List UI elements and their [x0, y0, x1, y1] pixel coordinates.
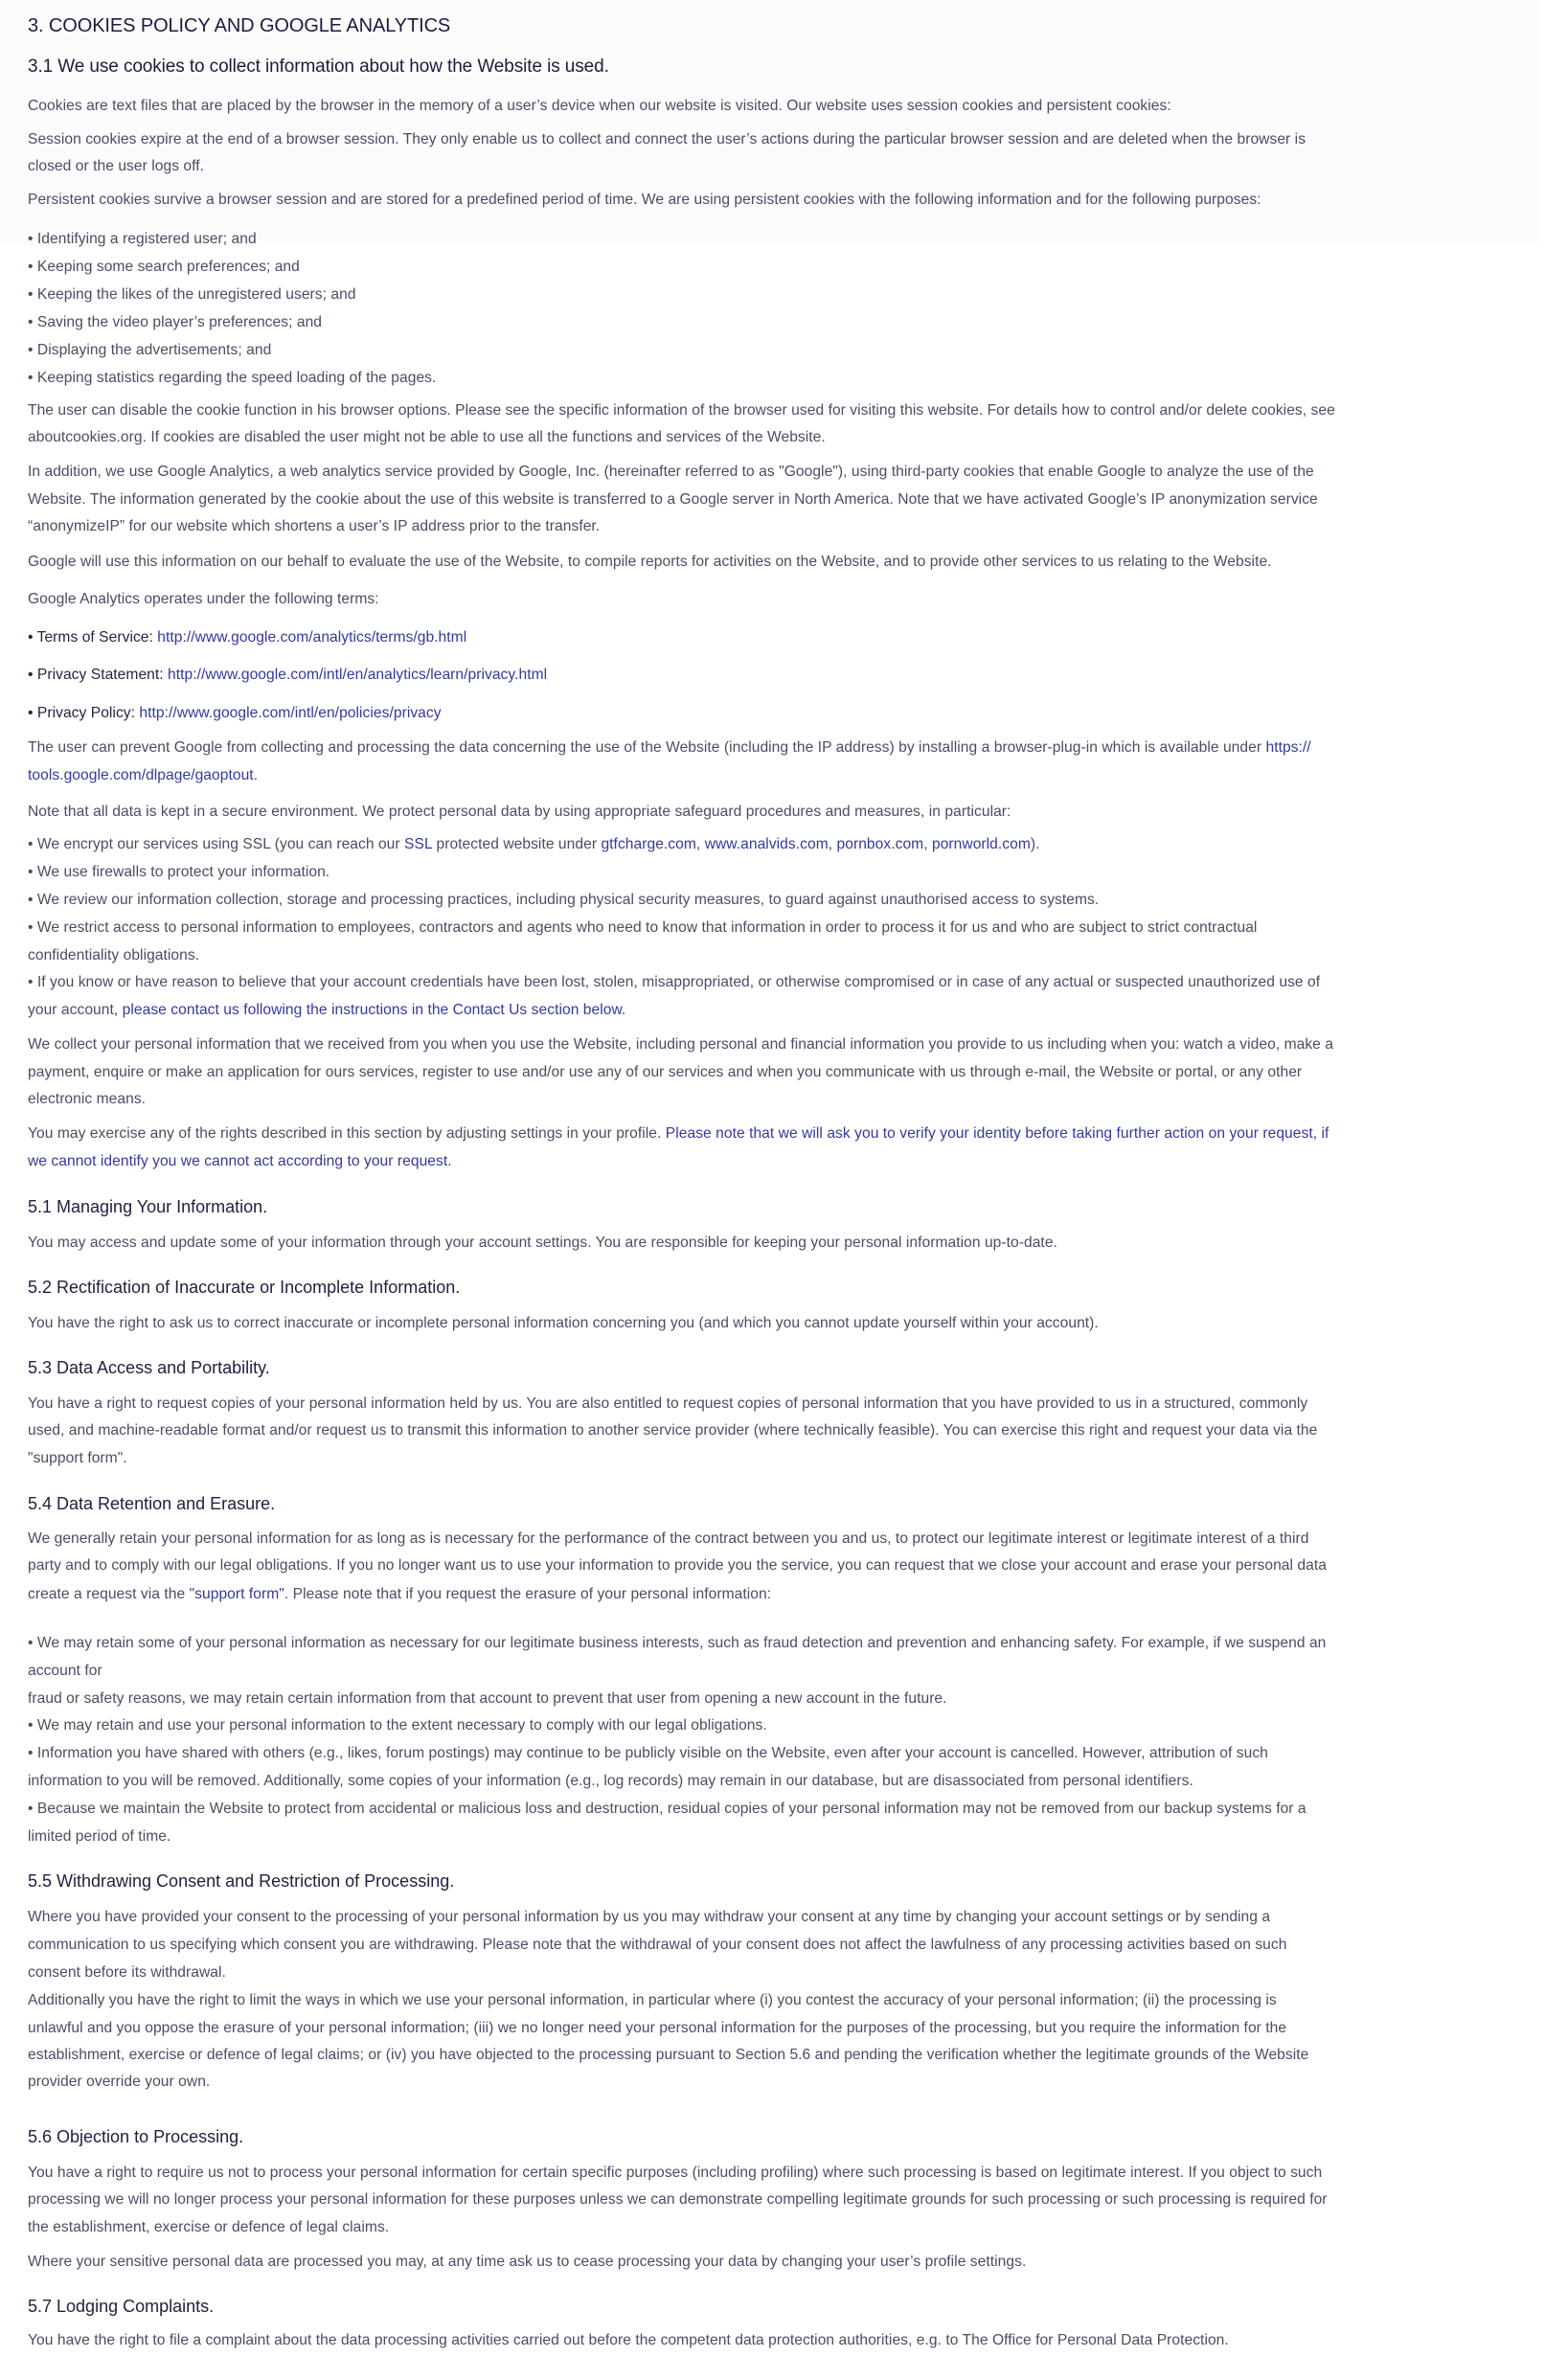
paragraph-line	[28, 2046, 1308, 2065]
list-item-line	[28, 313, 322, 332]
text-segment: • Keeping some search preferences; and	[28, 259, 300, 275]
text-segment: In addition, we use Google Analytics, a web analytics service provided by Google, Inc. (hereinafter referred to as "Google"), using third-party cookies that enable Google to analyze the use of the	[28, 464, 1314, 480]
paragraph-line	[28, 1314, 1099, 1333]
list-item-line	[28, 704, 442, 723]
paragraph-line	[28, 2164, 1322, 2183]
text-segment: aboutcookies.org. If cookies are disabled the user might not be able to use all the functions and services of the Website.	[28, 429, 826, 445]
inline-link[interactable]: gtfcharge.com	[601, 836, 696, 852]
section-heading: 5.1 Managing Your Information.	[28, 1197, 268, 1216]
text-segment: closed or the user logs off.	[28, 158, 205, 174]
text-segment: Note that all data is kept in a secure environment. We protect personal data by using appropriate safeguard procedures and measures, in particular:	[28, 804, 1011, 820]
paragraph-line	[28, 1449, 127, 1468]
inline-link[interactable]: tools.google.com/dlpage/gaoptout	[28, 767, 254, 783]
text-segment: Persistent cookies survive a browser session and are stored for a predefined period of time. We are using persistent cookies with the following information and for the following purposes:	[28, 192, 1261, 208]
paragraph-line	[28, 766, 258, 785]
text-segment: unlawful and you oppose the erasure of your personal information; (iii) we no longer need your personal information for the purposes of the processing, but you require the information for the	[28, 2020, 1287, 2036]
text-segment: • We may retain and use your personal information to the extent necessary to comply with our legal obligations.	[28, 1717, 767, 1734]
text-segment: ,	[695, 836, 705, 852]
inline-link[interactable]: http://www.google.com/intl/en/policies/privacy	[139, 705, 442, 721]
text-segment: • We use firewalls to protect your information.	[28, 864, 330, 880]
paragraph-line	[28, 553, 1272, 572]
text-segment: consent before its withdrawal.	[28, 1964, 226, 1981]
term-label: • Terms of Service:	[28, 629, 158, 646]
paragraph-line	[28, 738, 1311, 758]
paragraph-line	[28, 1124, 1329, 1144]
list-item-line	[28, 1634, 1326, 1653]
text-segment: provider override your own.	[28, 2074, 211, 2090]
text-segment: electronic means.	[28, 1091, 147, 1107]
paragraph-line	[28, 1035, 1333, 1054]
term-label: • Privacy Policy:	[28, 705, 140, 721]
paragraph-line	[28, 97, 1171, 116]
paragraph-line	[28, 130, 1306, 149]
text-segment: Where your sensitive personal data are processed you may, at any time ask us to cease processing your data by changing your user’s profile settings.	[28, 2254, 1027, 2270]
text-segment: fraud or safety reasons, we may retain certain information from that account to prevent that user from opening a new account in the future.	[28, 1690, 947, 1707]
paragraph-line	[28, 1090, 146, 1109]
text-segment: Where you have provided your consent to the processing of your personal information by us you may withdraw your consent at any time by changing your account settings or by sending a	[28, 1909, 1271, 1925]
paragraph-line	[28, 157, 204, 176]
paragraph-line	[28, 1530, 1309, 1549]
paragraph-line	[28, 2253, 1026, 2272]
list-item-line	[28, 1662, 102, 1681]
list-item-line	[28, 863, 329, 882]
text-segment: create a request via the	[28, 1586, 190, 1602]
list-item-line	[28, 230, 257, 249]
section-heading: 5.5 Withdrawing Consent and Restriction of Processing.	[28, 1871, 455, 1891]
paragraph-line	[28, 463, 1314, 482]
text-segment: party and to comply with our legal obligations. If you no longer want us to use your information to provide you the service, you can request that we close your account and erase your personal data	[28, 1557, 1327, 1574]
inline-link[interactable]: https://	[1265, 739, 1311, 756]
text-segment: • Identifying a registered user; and	[28, 231, 257, 247]
paragraph-line	[28, 490, 1318, 510]
section-subtitle: 3.1 We use cookies to collect information about how the Website is used.	[28, 57, 609, 77]
list-item-line	[28, 341, 271, 360]
list-item-line	[28, 835, 1040, 854]
inline-link[interactable]: http://www.google.com/intl/en/analytics/learn/privacy.html	[168, 667, 548, 683]
text-segment: confidentiality obligations.	[28, 947, 200, 963]
text-segment: information to you will be removed. Additionally, some copies of your information (e.g., log records) may remain in our database, but are disassociated from personal identifiers.	[28, 1773, 1193, 1789]
section-heading: 5.2 Rectification of Inaccurate or Incomplete Information.	[28, 1278, 461, 1297]
list-item-line	[28, 628, 466, 647]
paragraph-line	[28, 191, 1261, 210]
text-segment: • Keeping the likes of the unregistered users; and	[28, 286, 356, 303]
text-segment: We collect your personal information that we received from you when you use the Website, including personal and financial information you provide to us including when you: watch a video, make a	[28, 1036, 1334, 1053]
text-segment: • We restrict access to personal information to employees, contractors and agents who need to know that information in order to process it for us and who are subject to strict contractual	[28, 919, 1258, 936]
inline-link[interactable]: http://www.google.com/analytics/terms/gb.html	[157, 629, 467, 646]
text-segment: processing we will no longer process your personal information for these purposes unless we can demonstrate compelling legitimate grounds for such processing or such processing is required for	[28, 2191, 1328, 2208]
list-item-line	[28, 258, 300, 277]
text-segment: "support form".	[28, 1450, 127, 1466]
paragraph-line	[28, 2073, 210, 2092]
paragraph-line	[28, 2019, 1286, 2038]
text-segment: You have the right to ask us to correct inaccurate or incomplete personal information concerning you (and which you cannot update yourself within your account).	[28, 1315, 1099, 1331]
paragraph-line	[28, 1421, 1317, 1440]
paragraph-line	[28, 590, 379, 609]
term-label: • Privacy Statement:	[28, 667, 169, 683]
inline-link[interactable]: pornbox.com	[836, 836, 924, 852]
text-segment: Google Analytics operates under the following terms:	[28, 591, 379, 607]
text-segment: limited period of time.	[28, 1828, 171, 1845]
text-segment: • We encrypt our services using SSL (you can reach our	[28, 836, 405, 852]
paragraph-line	[28, 1063, 1302, 1082]
text-segment: payment, enquire or make an application for ours services, register to use and/or use any of our services and when you communicate with us through e-mail, the Website or portal, or any other	[28, 1064, 1303, 1080]
paragraph-line	[28, 517, 600, 536]
paragraph-line	[28, 1234, 1057, 1253]
inline-link[interactable]: "support form"	[189, 1586, 284, 1602]
text-segment: used, and machine-readable format and/or request us to transmit this information to another service provider (where technically feasible). You can exercise this right and request your data via the	[28, 1422, 1318, 1439]
text-segment: Additionally you have the right to limit the ways in which we use your personal information, in particular where (i) you contest the accuracy of your personal information; (ii) the processing is	[28, 1992, 1277, 2008]
section-heading: 5.7 Lodging Complaints.	[28, 2297, 215, 2316]
list-item-line	[28, 918, 1257, 938]
list-item-line	[28, 1716, 767, 1735]
list-item-line	[28, 946, 199, 965]
paragraph-line	[28, 1556, 1327, 1575]
inline-link[interactable]: Please note that we will ask you to verify your identity before taking further action on your request, if	[665, 1125, 1329, 1142]
inline-link[interactable]: please contact us following the instructions in the Contact Us section below.	[122, 1002, 626, 1018]
list-item-line	[28, 1001, 625, 1020]
paragraph-line	[28, 428, 826, 447]
text-segment: You may access and update some of your information through your account settings. You are responsible for keeping your personal information up-to-date.	[28, 1235, 1057, 1251]
text-segment: You have a right to request copies of your personal information held by us. You are also entitled to request copies of personal information that you have provided to us in a structured, commonly	[28, 1395, 1308, 1412]
inline-link[interactable]: www.analvids.com	[704, 836, 829, 852]
text-segment: We generally retain your personal information for as long as is necessary for the performance of the contract between you and us, to protect our legitimate interest or legitimate interest of a third	[28, 1530, 1309, 1547]
list-item-line	[28, 1744, 1268, 1763]
text-segment: The user can disable the cookie function in his browser options. Please see the specific information of the browser used for visiting this website. For details how to control and/or delete cookies, see	[28, 402, 1335, 419]
list-item-line	[28, 1800, 1306, 1819]
inline-link[interactable]: SSL	[404, 836, 433, 852]
text-segment: ,	[923, 836, 932, 852]
page-title: 3. COOKIES POLICY AND GOOGLE ANALYTICS	[28, 15, 451, 36]
text-segment: You may exercise any of the rights described in this section by adjusting settings in your profile.	[28, 1125, 666, 1142]
text-segment: Google will use this information on our behalf to evaluate the use of the Website, to compile reports for activities on the Website, and to provide other services to us relating to the Website.	[28, 554, 1272, 570]
paragraph-line	[28, 1585, 771, 1604]
text-segment: The user can prevent Google from collecting and processing the data concerning the use of the Website (including the IP address) by installing a browser-plug-in which is available under	[28, 739, 1266, 756]
list-item-line	[28, 369, 436, 388]
paragraph-line	[28, 1394, 1307, 1414]
text-segment: . Please note that if you request the erasure of your personal information:	[284, 1586, 772, 1602]
paragraph-line	[28, 803, 1011, 822]
paragraph-line	[28, 1963, 226, 1983]
text-segment: • Displaying the advertisements; and	[28, 342, 272, 358]
list-item-line	[28, 1689, 947, 1709]
text-segment: Cookies are text files that are placed by the browser in the memory of a user’s device when our website is visited. Our website uses session cookies and persistent cookies:	[28, 98, 1171, 114]
text-segment: • Information you have shared with others (e.g., likes, forum postings) may continue to be publicly visible on the Website, even after your account is cancelled. However, attribution of such	[28, 1745, 1268, 1761]
text-segment: establishment, exercise or defence of legal claims; or (iv) you have objected to the processing pursuant to Section 5.6 and pending the verification whether the legitimate grounds of the Website	[28, 2047, 1309, 2063]
list-item-line	[28, 666, 547, 685]
text-segment: • Saving the video player’s preferences; and	[28, 314, 323, 330]
text-segment: your account,	[28, 1002, 123, 1018]
text-segment: • If you know or have reason to believe that your account credentials have been lost, stolen, misappropriated, or otherwise compromised or in case of any actual or suspected unauthorized use of	[28, 974, 1321, 990]
text-segment: Session cookies expire at the end of a browser session. They only enable us to collect and connect the user’s actions during the particular browser session and are deleted when the browser is	[28, 131, 1306, 147]
paragraph-line	[28, 1908, 1270, 1927]
text-segment: .	[253, 767, 259, 783]
section-heading: 5.3 Data Access and Portability.	[28, 1358, 270, 1377]
section-heading: 5.4 Data Retention and Erasure.	[28, 1494, 276, 1513]
list-item-line	[28, 973, 1320, 992]
text-segment: account for	[28, 1663, 102, 1679]
text-segment: ,	[828, 836, 837, 852]
paragraph-line	[28, 1152, 452, 1171]
text-segment: protected website under	[432, 836, 602, 852]
list-item-line	[28, 1772, 1193, 1791]
paragraph-line	[28, 1991, 1277, 2010]
text-segment: • Because we maintain the Website to protect from accidental or malicious loss and destruction, residual copies of your personal information may not be removed from our backup systems for a	[28, 1801, 1306, 1817]
text-segment: communication to us specifying which consent you are withdrawing. Please note that the withdrawal of your consent does not affect the lawfulness of any processing activities based on such	[28, 1937, 1287, 1953]
list-item-line	[28, 891, 1099, 910]
text-segment: the establishment, exercise or defence of legal claims.	[28, 2219, 390, 2235]
list-item-line	[28, 285, 356, 305]
section-heading: 5.6 Objection to Processing.	[28, 2127, 244, 2146]
paragraph-line	[28, 2190, 1328, 2210]
text-segment: • Keeping statistics regarding the speed loading of the pages.	[28, 370, 437, 386]
list-item-line	[28, 1827, 170, 1847]
paragraph-line	[28, 401, 1335, 420]
inline-link[interactable]: pornworld.com	[931, 836, 1031, 852]
text-segment: You have a right to require us not to process your personal information for certain specific purposes (including profiling) where such processing is based on legitimate interest. If you object to such	[28, 2165, 1323, 2181]
text-segment: You have the right to file a complaint about the data processing activities carried out before the competent data protection authorities, e.g. to The Office for Personal Data Protection.	[28, 2332, 1229, 2348]
text-segment: “anonymizeIP” for our website which shortens a user’s IP address prior to the transfer.	[28, 518, 601, 534]
inline-link[interactable]: we cannot identify you we cannot act according to your request.	[28, 1153, 452, 1169]
text-segment: • We review our information collection, storage and processing practices, including physical security measures, to guard against unauthorised access to systems.	[28, 892, 1100, 908]
text-segment: Website. The information generated by the cookie about the use of this website is transferred to a Google server in North America. Note that we have activated Google’s IP anonymization service	[28, 491, 1318, 508]
paragraph-line	[28, 2218, 389, 2237]
text-segment: ).	[1030, 836, 1040, 852]
paragraph-line	[28, 1936, 1286, 1955]
paragraph-line	[28, 2331, 1229, 2350]
text-segment: • We may retain some of your personal information as necessary for our legitimate business interests, such as fraud detection and prevention and enhancing safety. For example, if we suspend an	[28, 1635, 1327, 1651]
